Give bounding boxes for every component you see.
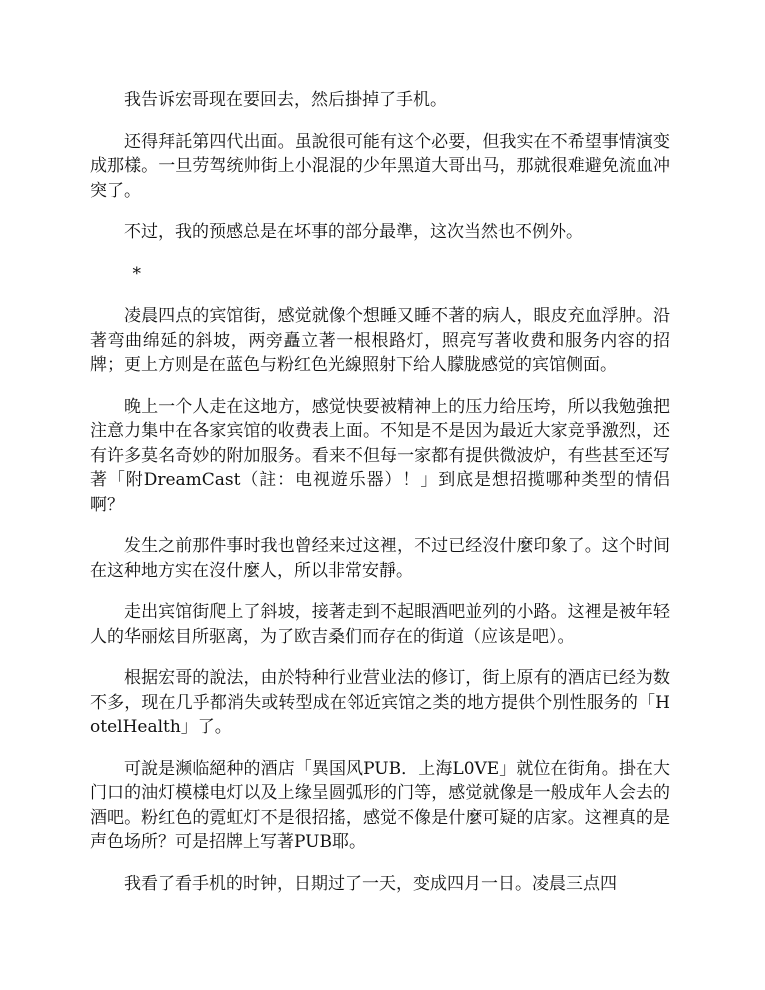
section-separator: * (132, 263, 141, 284)
document-page (90, 88, 670, 913)
paragraph-shanghai-love-pub: 可說是濒临絕种的酒店「異国风PUB．上海L0VE」就位在街角。掛在大门口的油灯模樣电灯以及上缘呈圆弧形的门等，感觉就像是一般成年人会去的酒吧。粉红色的霓虹灯不是很招搖，感觉不像是什麼可疑的店家。这裡真的是声色场所？可是招牌上写著PUB耶。 (90, 758, 670, 852)
paragraph-fourth-generation: 还得拜託第四代出面。虽說很可能有这个必要，但我实在不希望事情演变成那樣。一旦劳驾统帅街上小混混的少年黑道大哥出马，那就很难避免流血冲突了。 (90, 131, 670, 201)
paragraph-law-revision: 根据宏哥的說法，由於特种行业营业法的修订，街上原有的酒店已经为数不多，现在几乎都消失或转型成在邻近宾馆之类的地方提供个別性服务的「HotelHealth」了。 (90, 668, 670, 737)
paragraph-hangup: 我告诉宏哥现在要回去，然后掛掉了手机。 (124, 90, 447, 110)
paragraph-phone-clock: 我看了看手机的时钟，日期过了一天，变成四月一日。凌晨三点四 (124, 873, 617, 894)
paragraph-hotel-street: 凌晨四点的宾馆街，感觉就像个想睡又睡不著的病人，眼皮充血浮肿。沿著弯曲绵延的斜坡，两旁矗立著一根根路灯，照亮写著收费和服务内容的招牌；更上方则是在蓝色与粉红色光線照射下给人朦胧感觉的宾馆侧面。 (90, 306, 670, 375)
paragraph-bar-alley: 走出宾馆街爬上了斜坡，接著走到不起眼酒吧並列的小路。这裡是被年轻人的华丽炫目所驱离，为了欧吉桑们而存在的街道（应该是吧）。 (90, 602, 670, 647)
paragraph-been-here-before: 发生之前那件事时我也曾经来过这裡，不过已经沒什麼印象了。这个时间在这种地方实在沒什麼人，所以非常安靜。 (90, 536, 670, 581)
paragraph-premonition: 不过，我的预感总是在坏事的部分最準，这次当然也不例外。 (124, 222, 583, 242)
paragraph-walking-alone: 晚上一个人走在这地方，感觉快要被精神上的压力给压垮，所以我勉強把注意力集中在各家宾馆的收费表上面。不知是不是因为最近大家竞爭激烈，还有许多莫名奇妙的附加服务。看来不但每一家都有提供微波炉，有些甚至还写著「附DreamCast（註：电视遊乐器）！」到底是想招揽哪种类型的情侣啊？ (90, 396, 670, 515)
